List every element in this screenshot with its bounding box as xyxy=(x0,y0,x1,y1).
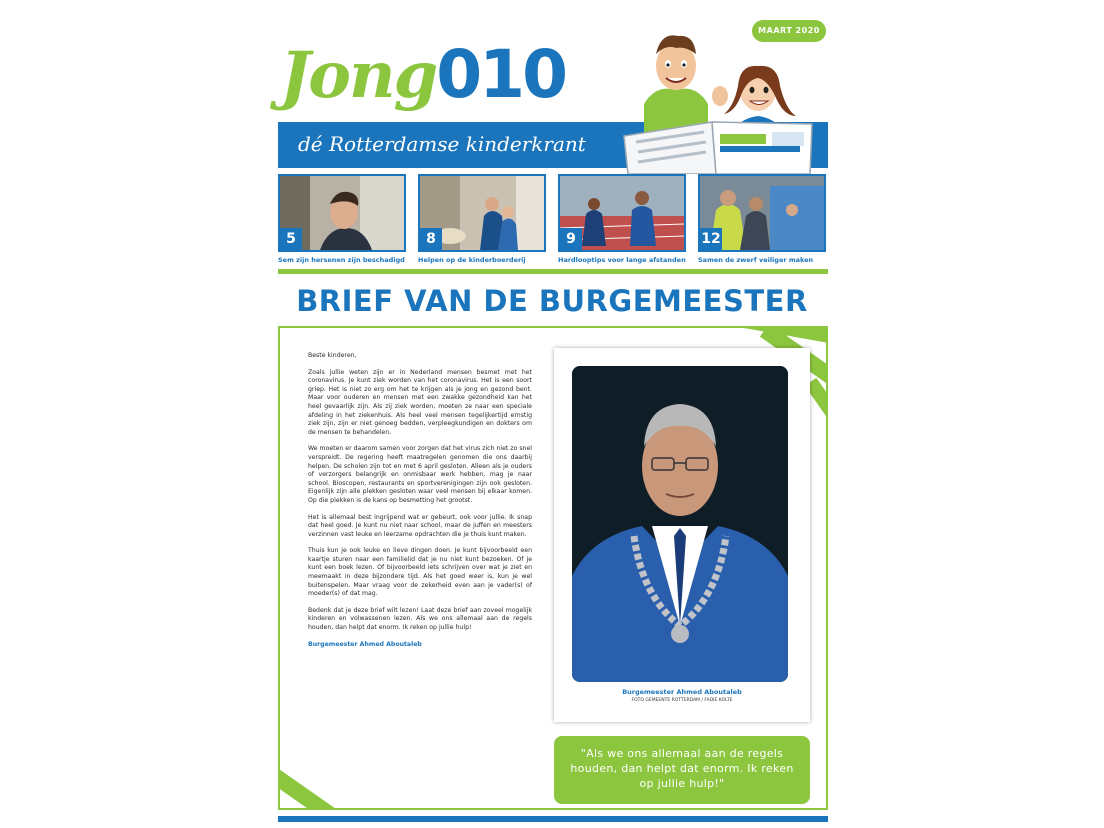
mayor-photo xyxy=(572,366,788,682)
photo-caption: Burgemeester Ahmed Aboutaleb xyxy=(622,688,742,696)
teaser-thumb-9[interactable] xyxy=(558,174,686,252)
teaser-strip xyxy=(278,174,828,274)
teaser-page-number: 5 xyxy=(280,228,302,250)
teaser-thumb-5[interactable] xyxy=(278,174,406,252)
newspaper-page xyxy=(276,14,828,828)
green-divider xyxy=(278,269,828,274)
jong010-logo xyxy=(280,36,565,116)
tagline: dé Rotterdamse kinderkrant xyxy=(298,132,586,156)
teaser-caption[interactable]: Hardlooptips voor lange afstanden xyxy=(558,256,686,264)
teaser-page-number: 9 xyxy=(560,228,582,250)
teaser-thumb-8[interactable] xyxy=(418,174,546,252)
logo-jong: Jong xyxy=(280,38,437,113)
letter-paragraph: Het is allemaal best ingrijpend wat er gebeurt, ook voor jullie. Ik snap dat heel goed. Je kunt nu niet naar school, maar de juffen en meesters verzinnen vast leuke en leerzame opdrachten die je thuis kunt maken. xyxy=(308,513,532,538)
letter-signature: Burgemeester Ahmed Aboutaleb xyxy=(308,640,422,648)
mayor-photo-card xyxy=(554,348,810,722)
teaser-caption[interactable]: Sem zijn hersenen zijn beschadigd xyxy=(278,256,405,264)
letter-body xyxy=(308,352,532,657)
letter-paragraph: We moeten er daarom samen voor zorgen dat het virus zich niet zo snel verspreidt. De regering heeft maatregelen genomen die ons daarbij helpen. De scholen zijn tot en met 6 april gesloten. Alleen als je ouders of verzorgers belangrijk en onmisbaar werk hebben, mag je naar school. Bioscopen, restaurants en sportverenigingen zijn ook gesloten. Eigenlijk zijn alle plekken gesloten waar veel mensen bij elkaar komen. Op die plekken is de kans op besmetting het grootst. xyxy=(308,445,532,504)
issue-badge: MAART 2020 xyxy=(752,20,826,42)
letter-greeting: Beste kinderen, xyxy=(308,352,357,359)
teaser-page-number: 12 xyxy=(700,228,722,250)
blue-footer-rule xyxy=(278,816,828,822)
decorative-stripe xyxy=(278,752,345,810)
teaser-caption[interactable]: Helpen op de kinderboerderij xyxy=(418,256,526,264)
headline: BRIEF VAN DE BURGEMEESTER xyxy=(296,284,808,318)
letter-paragraph: Thuis kun je ook leuke en lieve dingen doen. Je kunt bijvoorbeeld een kaartje sturen naar een familielid dat je nu niet kunt bezoeken. Of je kunt een boek lezen. Of bijvoorbeeld iets schrijven over wat je ziet en meemaakt in deze bijzondere tijd. Als het goed weer is, kun je wel buitenspelen. Maar vraag voor de zekerheid even aan je vader(s) of moeder(s) of dat mag. xyxy=(308,547,532,598)
teaser-page-number: 8 xyxy=(420,228,442,250)
teaser-thumb-12[interactable] xyxy=(698,174,826,252)
logo-010: 010 xyxy=(436,36,566,113)
kids-reading-illustration xyxy=(616,24,826,174)
photo-credit: FOTO GEMEENTE ROTTERDAM / FADIE KOLTE xyxy=(631,698,733,703)
letter-section xyxy=(278,326,828,810)
letter-paragraph: Zoals jullie weten zijn er in Nederland mensen besmet met het coronavirus. Je kunt ziek worden van het coronavirus. Het is een soort griep. Het is niet zo erg om het te krijgen als je jong en gezond bent. Maar voor ouderen en mensen met een zwakke gezondheid kan het heel gevaarlijk zijn. Als zij ziek worden, moeten ze naar een speciale afdeling in het ziekenhuis. Als heel veel mensen tegelijkertijd ernstig ziek zijn, zijn er niet genoeg bedden, verpleegkundigen en dokters om de mensen te behandelen. xyxy=(308,368,532,436)
mayor-portrait xyxy=(572,366,788,682)
letter-paragraph: Bedenk dat je deze brief wilt lezen! Laat deze brief aan zoveel mogelijk kinderen en volwassenen lezen. Als we ons allemaal aan de regels houden, dan helpt dat enorm. Ik reken op jullie hulp! xyxy=(308,606,532,632)
pull-quote: "Als we ons allemaal aan de regels houden, dan helpt dat enorm. Ik reken op jullie hulp!" xyxy=(554,736,810,804)
teaser-caption[interactable]: Samen de zwerf veiliger maken xyxy=(698,256,814,264)
